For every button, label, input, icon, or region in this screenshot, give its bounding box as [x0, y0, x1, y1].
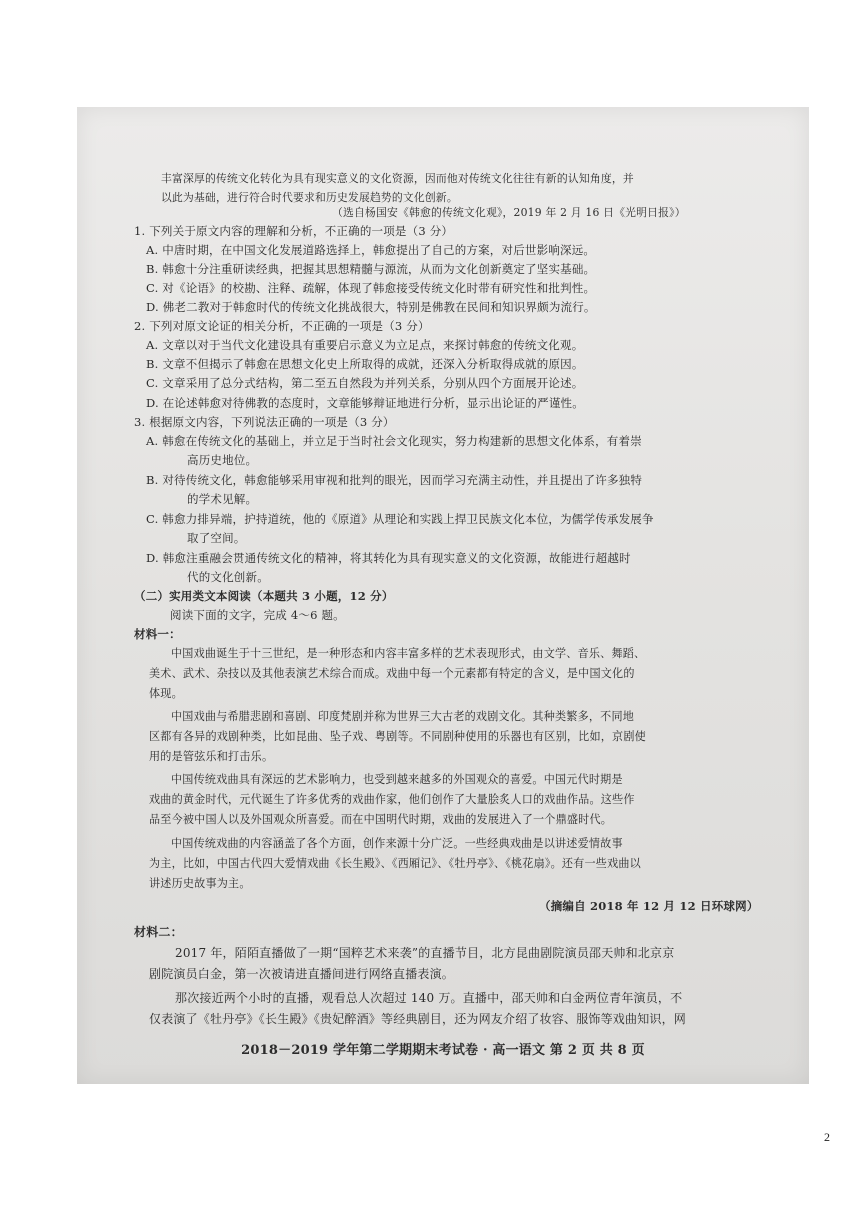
text-line: 区都有各异的戏剧种类，比如昆曲、坠子戏、粤剧等。不同剧种使用的乐器也有区别，比如，京剧使: [149, 730, 646, 743]
text-line: C. 韩愈力排异端，护持道统，他的《原道》从理论和实践上捍卫民族文化本位，为儒学传承发展争: [146, 512, 654, 526]
text-line: A. 中唐时期，在中国文化发展道路选择上，韩愈提出了自己的方案，对后世影响深远。: [146, 243, 596, 257]
text-line: C. 对《论语》的校勘、注释、疏解，体现了韩愈接受传统文化时带有研究性和批判性。: [146, 281, 596, 295]
text-line: 那次接近两个小时的直播，观看总人次超过 140 万。直播中，邵天帅和白金两位青年演员，不: [175, 991, 683, 1005]
text-line: D. 佛老二教对于韩愈时代的传统文化挑战很大，特别是佛教在民间和知识界颇为流行。: [146, 300, 596, 314]
text-line: 的学术见解。: [187, 492, 258, 506]
text-line: （二）实用类文本阅读（本题共 3 小题，12 分）: [134, 589, 394, 603]
text-line: 体现。: [149, 687, 183, 700]
text-line: D. 韩愈注重融会贯通传统文化的精神，将其转化为具有现实意义的文化资源，故能进行超越时: [146, 551, 631, 565]
text-line: 取了空间。: [187, 531, 246, 545]
text-line: 材料二：: [134, 925, 183, 939]
text-line: 1. 下列关于原文内容的理解和分析，不正确的一项是（3 分）: [134, 224, 454, 238]
text-line: 美术、武术、杂技以及其他表演艺术综合而成。戏曲中每一个元素都有特定的含义，是中国文化的: [149, 667, 635, 680]
text-line: 品至今被中国人以及外国观众所喜爱。而在中国明代时期，戏曲的发展进入了一个鼎盛时代。: [149, 813, 613, 826]
text-line: C. 文章采用了总分式结构，第二至五自然段为并列关系，分别从四个方面展开论述。: [146, 376, 584, 390]
text-line: 以此为基础，进行符合时代要求和历史发展趋势的文化创新。: [161, 191, 458, 204]
text-line: 3. 根据原文内容，下列说法正确的一项是（3 分）: [134, 415, 395, 429]
text-line: 剧院演员白金，第一次被请进直播间进行网络直播表演。: [149, 967, 455, 981]
text-line: （摘编自 2018 年 12 月 12 日环球网）: [539, 899, 759, 913]
text-line: 戏曲的黄金时代，元代诞生了许多优秀的戏曲作家，他们创作了大量脍炙人口的戏曲作品。这些作: [149, 793, 635, 806]
text-line: 高历史地位。: [187, 453, 258, 467]
text-line: B. 韩愈十分注重研读经典，把握其思想精髓与源流，从而为文化创新奠定了坚实基础。: [146, 262, 596, 276]
text-line: 中国戏曲诞生于十三世纪，是一种形态和内容丰富多样的艺术表现形式，由文学、音乐、舞蹈、: [171, 647, 646, 660]
text-line: 2017 年，陌陌直播做了一期“国粹艺术来袭”的直播节目，北方昆曲剧院演员邵天帅和北京京: [175, 946, 675, 960]
text-line: B. 文章不但揭示了韩愈在思想文化史上所取得的成就，还深入分析取得成就的原因。: [146, 357, 584, 371]
text-line: （选自杨国安《韩愈的传统文化观》，2019 年 2 月 16 日《光明日报》）: [332, 206, 686, 219]
exam-footer: 2018－2019 学年第二学期期末考试卷 · 高一语文 第 2 页 共 8 页: [241, 1043, 645, 1058]
scanned-exam-page: [77, 107, 809, 1084]
text-line: 讲述历史故事为主。: [149, 877, 251, 890]
text-line: B. 对待传统文化，韩愈能够采用审视和批判的眼光，因而学习充满主动性，并且提出了许多独特: [146, 473, 643, 487]
text-line: 仅表演了《牡丹亭》《长生殿》《贵妃醉酒》等经典剧目，还为网友介绍了妆容、服饰等戏曲知识，网: [149, 1012, 687, 1026]
text-line: 用的是管弦乐和打击乐。: [149, 750, 274, 763]
text-line: 中国戏曲与希腊悲剧和喜剧、印度梵剧并称为世界三大古老的戏剧文化。其种类繁多，不同地: [171, 710, 635, 723]
text-line: A. 韩愈在传统文化的基础上，并立足于当时社会文化现实，努力构建新的思想文化体系，有着崇: [146, 434, 642, 448]
text-line: 为主，比如，中国古代四大爱情戏曲《长生殿》、《西厢记》、《牡丹亭》、《桃花扇》。还有一些戏曲以: [149, 857, 641, 870]
text-line: 代的文化创新。: [187, 570, 269, 584]
page-number: 2: [824, 1130, 830, 1144]
text-line: A. 文章以对于当代文化建设具有重要启示意义为立足点，来探讨韩愈的传统文化观。: [146, 338, 584, 352]
text-line: D. 在论述韩愈对待佛教的态度时，文章能够辩证地进行分析，显示出论证的严谨性。: [146, 396, 584, 410]
text-line: 材料一：: [134, 627, 181, 641]
text-line: 中国传统戏曲的内容涵盖了各个方面，创作来源十分广泛。一些经典戏曲是以讲述爱情故事: [171, 837, 623, 850]
text-line: 2. 下列对原文论证的相关分析，不正确的一项是（3 分）: [134, 319, 430, 333]
text-line: 丰富深厚的传统文化转化为具有现实意义的文化资源，因而他对传统文化往往有新的认知角度，并: [161, 172, 634, 185]
text-line: 中国传统戏曲具有深远的艺术影响力，也受到越来越多的外国观众的喜爱。中国元代时期是: [171, 773, 623, 786]
text-line: 阅读下面的文字，完成 4～6 题。: [170, 608, 345, 622]
